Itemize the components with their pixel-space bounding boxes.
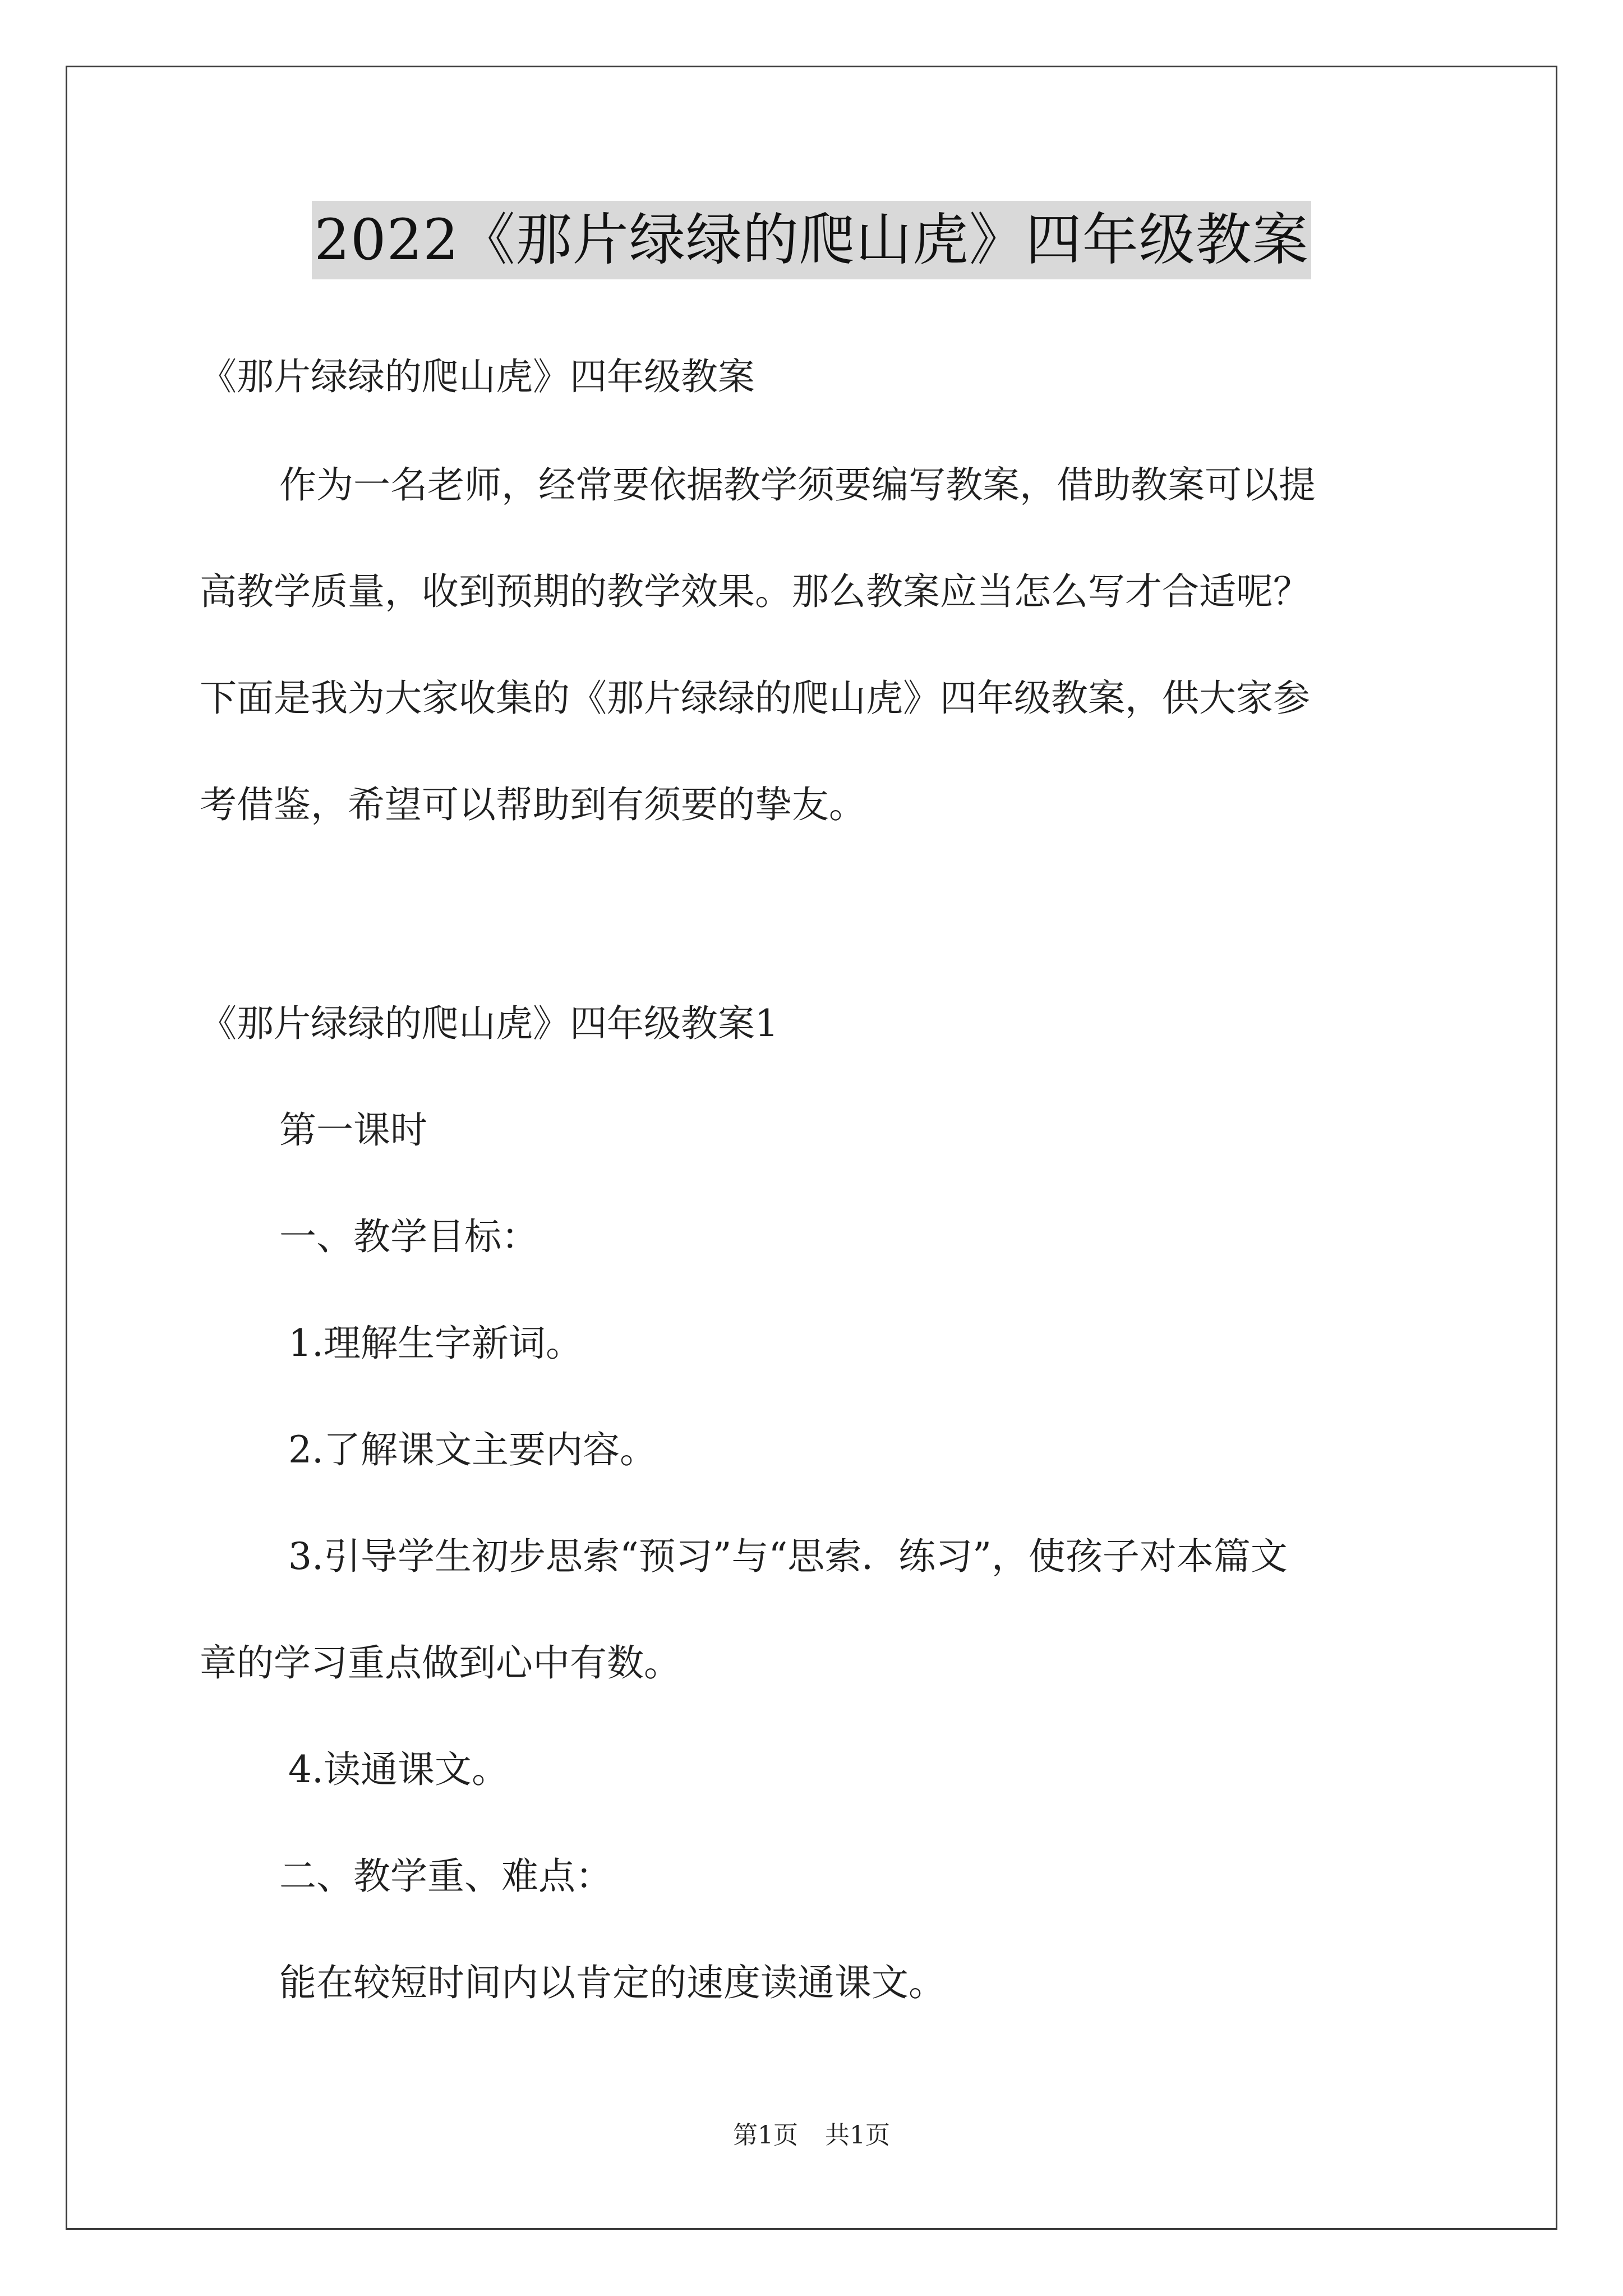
intro-line-4: 考借鉴，希望可以帮助到有须要的挚友。 xyxy=(200,783,866,826)
objective-item-1: 1.理解生字新词。 xyxy=(288,1322,583,1365)
section-heading: 《那片绿绿的爬山虎》四年级教案1 xyxy=(200,1002,778,1045)
intro-line-1: 作为一名老师，经常要依据教学须要编写教案，借助教案可以提 xyxy=(279,463,1316,507)
title-wrapper xyxy=(0,201,1623,279)
page-number-total: 共1页 xyxy=(825,2121,890,2150)
page-number-current: 第1页 xyxy=(733,2121,798,2150)
objective-item-4: 4.读通课文。 xyxy=(288,1748,509,1791)
objective-item-3-line-2: 章的学习重点做到心中有数。 xyxy=(200,1641,681,1685)
page-footer xyxy=(0,2119,1623,2152)
objective-item-2: 2.了解课文主要内容。 xyxy=(288,1428,657,1471)
document-title: 2022《那片绿绿的爬山虎》四年级教案 xyxy=(312,201,1311,279)
objectives-heading: 一、教学目标： xyxy=(279,1215,538,1258)
difficulty-heading: 二、教学重、难点： xyxy=(279,1855,612,1898)
lesson-label: 第一课时 xyxy=(279,1108,427,1152)
difficulty-text: 能在较短时间内以肯定的速度读通课文。 xyxy=(279,1961,946,2004)
subtitle: 《那片绿绿的爬山虎》四年级教案 xyxy=(200,355,755,398)
intro-line-2: 高教学质量，收到预期的教学效果。那么教案应当怎么写才合适呢？ xyxy=(200,570,1310,613)
intro-line-3: 下面是我为大家收集的《那片绿绿的爬山虎》四年级教案，供大家参 xyxy=(200,677,1310,720)
objective-item-3-line-1: 3.引导学生初步思索“预习”与“思索．练习”，使孩子对本篇文 xyxy=(288,1535,1288,1578)
